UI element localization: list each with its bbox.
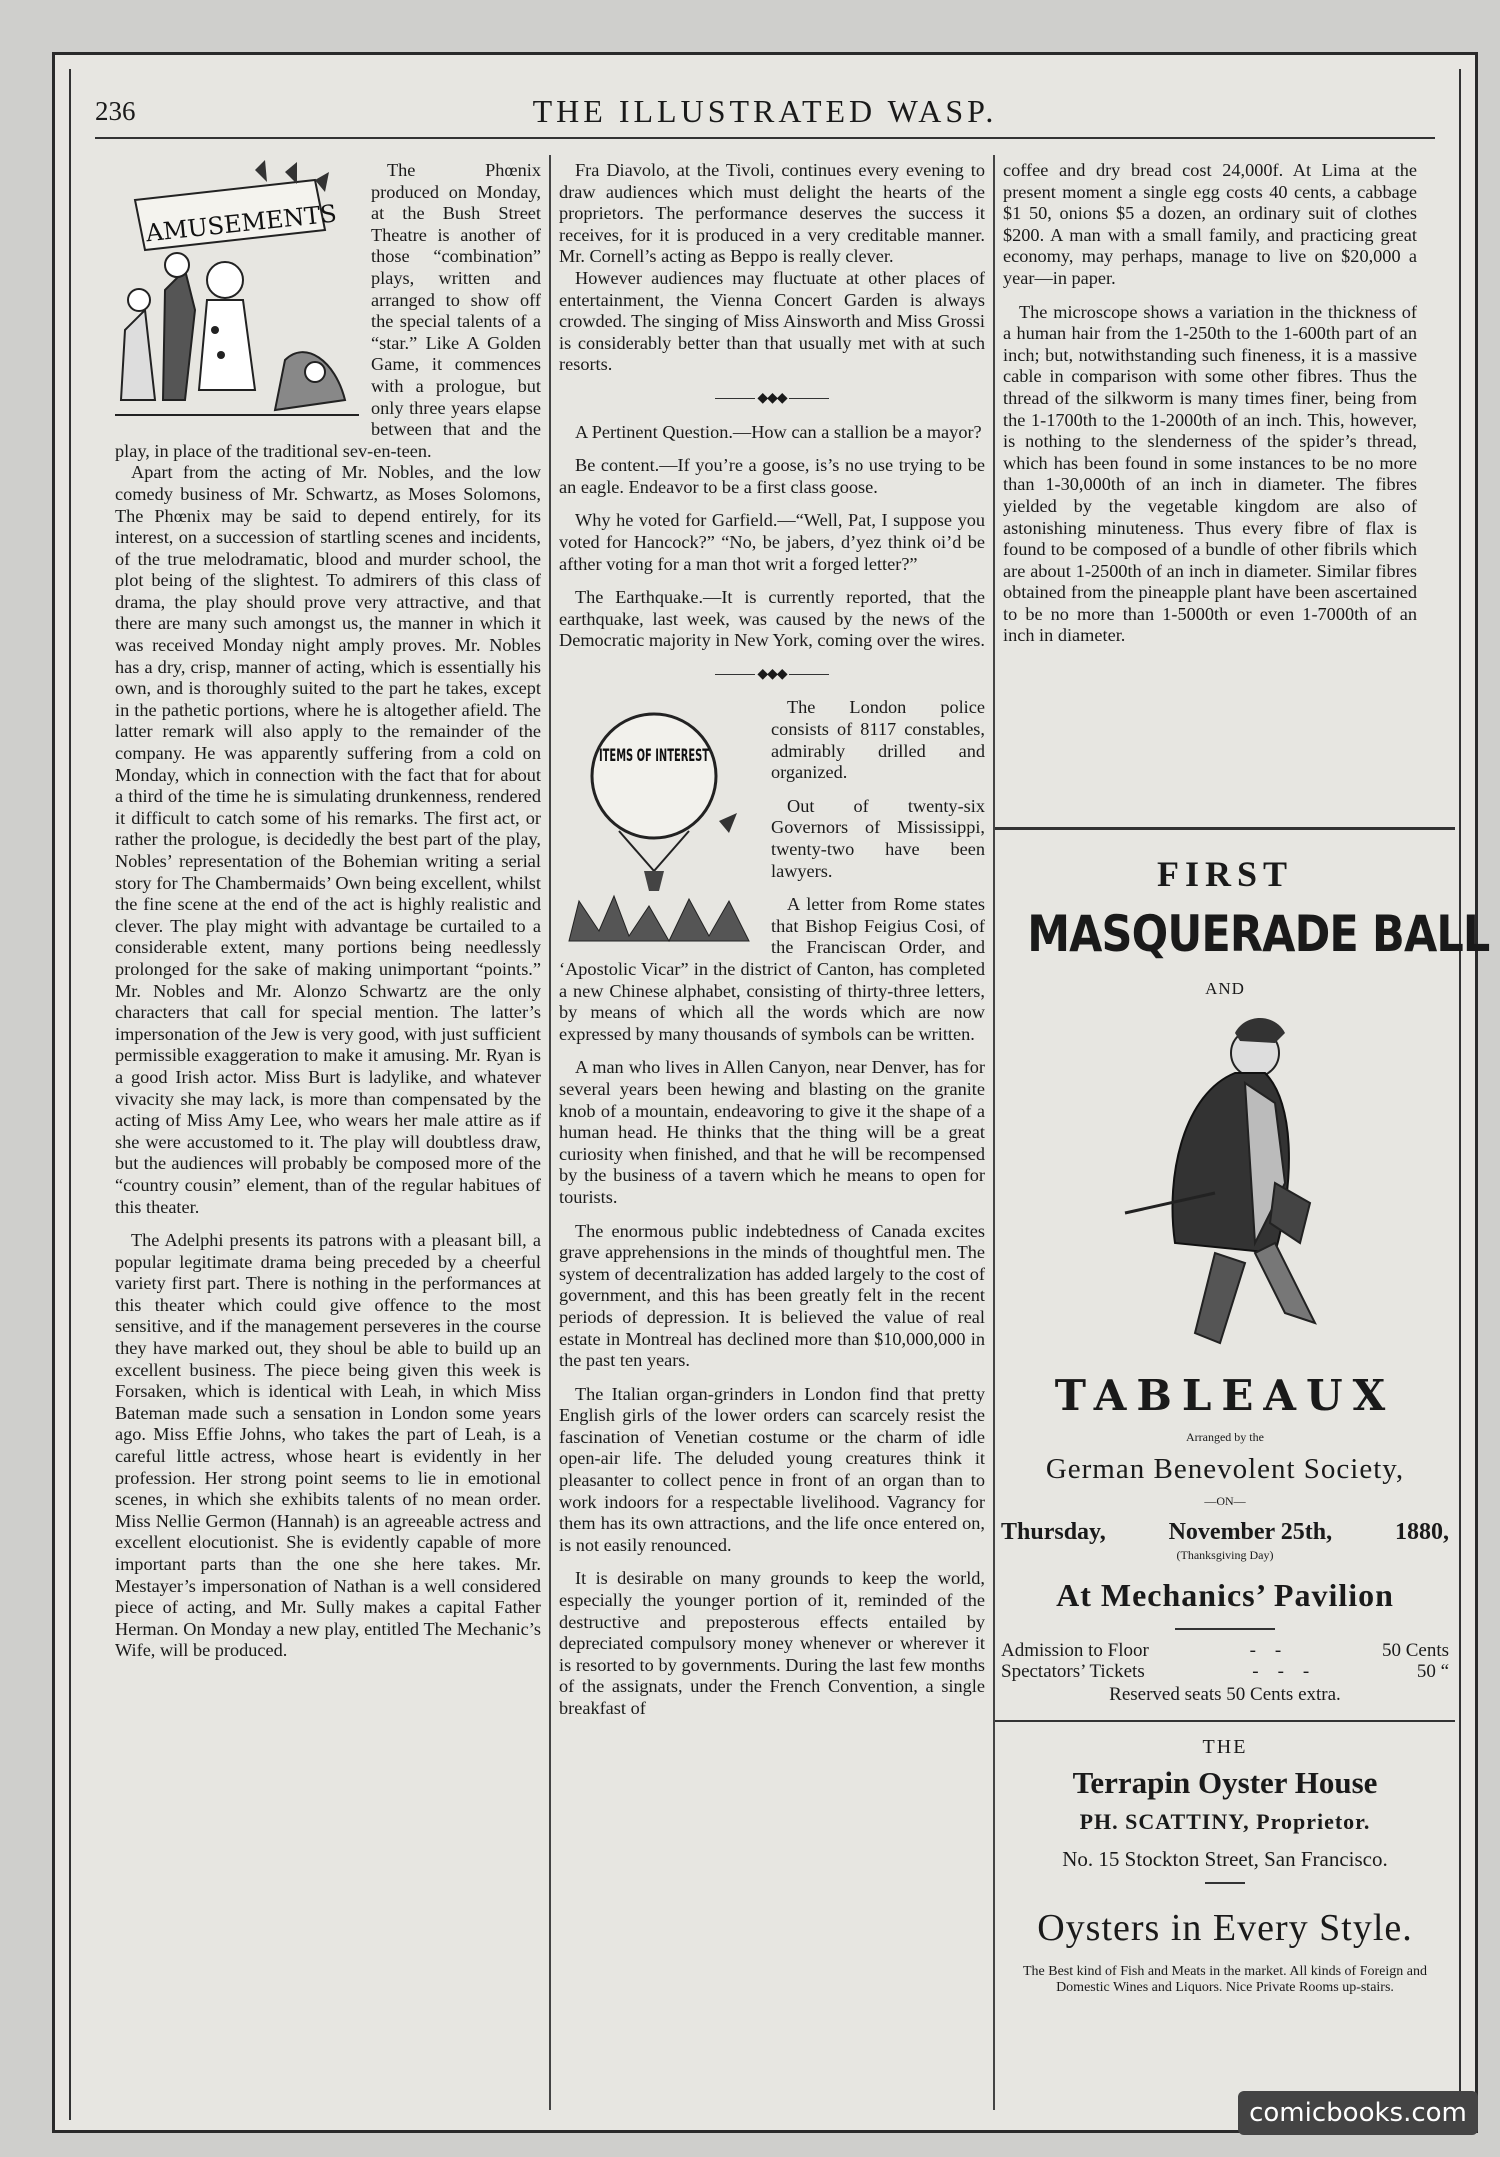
ad-first: FIRST bbox=[1156, 854, 1294, 894]
separator-ornament: ◆◆◆ bbox=[559, 664, 985, 686]
ad-divider bbox=[995, 1720, 1455, 1722]
admission-label: Admission to Floor bbox=[1001, 1640, 1149, 1661]
page-header bbox=[95, 85, 1435, 139]
ad-reserved-seats: Reserved seats 50 Cents extra. bbox=[1109, 1684, 1341, 1705]
ad-short-rule bbox=[1205, 1882, 1245, 1884]
ad-arranged-by: Arranged by the bbox=[1186, 1430, 1264, 1444]
watermark-logo: comicbooks.com bbox=[1238, 2091, 1478, 2135]
ad-tableaux: TABLEAUX bbox=[1054, 1371, 1396, 1420]
microscope-fibres: The microscope shows a variation in the thickness of a human hair from the 1-250th to the 1-600th part of an inch; but, notwithstanding such fineness, it is a massive cable in comparison with some other fibres. Thus the thread of the silkworm is many times finer, being from the 1-1700th to the 1-2000th of an inch. This, however, is nothing to the slenderness of the spider’s thread, which has been found in some instances to be no more than 1-30,000th of an inch in diameter. The fibres yielded by the vegetable kingdom are also of astonishing minuteness. Thus every fibre of flax is found to be composed of a bundle of other fibrils which are about 1-2500th of an inch in diameter. Similar fibres obtained from the pineapple plant have been ascertained to be no more than 1-5000th or even 1-7000th of an inch in diameter. bbox=[1003, 301, 1417, 646]
column-2 bbox=[559, 160, 985, 1720]
masquerade-figure-illustration bbox=[1125, 1013, 1325, 1363]
canada-debt: The enormous public indebtedness of Canada excites grave apprehensions in the minds of thoughtful men. The system of decentralization has added largely to the cost of government, and this has been greatly felt in the recent periods of depression. It is believed the value of real estate in Montreal has declined more than $10,000,000 in the past ten years. bbox=[559, 1220, 985, 1371]
ad-fine-print: The Best kind of Fish and Meats in the market. All kinds of Foreign and Domestic Wines and Liquors. Nice Private Rooms up-stairs. bbox=[1022, 1964, 1427, 1995]
earthquake-joke: The Earthquake.—It is currently reported, that the earthquake, last week, was caused by the news of the Democratic majority in New York, coming over the wires. bbox=[559, 587, 985, 651]
phoenix-review-cont: Apart from the acting of Mr. Nobles, and the low comedy business of Mr. Schwartz, as Moses Solomons, The Phœnix may be said to depend entirely, for its interest, on a succession of startling scenes and incidents, of the true melodramatic, blood and murder school, the plot being of the slightest. To admirers of this class of drama, the play should prove very attractive, and that there are many such amongst us, the manner in which it was received Monday night amply proves. Mr. Nobles has a dry, crisp, manner of acting, which is essentially his own, and is thoroughly suited to the part he takes, except in the pathetic portions, where he is altogether afield. The latter remark will also apply to the remainder of the company. He was apparently suffering from a cold on Monday, which in connection with the fact that for about a third of the time he is simulating drunkenness, rendered it difficult to catch some of his remarks. The first act, or rather the prologue, is decidedly the best part of the play, Nobles’ representation of the Bohemian writing a serial story for The Chambermaids’ Own being excellent, whilst the fine scene at the end of the act is highly realistic and clever. The play might with advantage be curtailed to a considerable extent, many portions being needlessly prolonged for the sake of making unimportant “points.” Mr. Nobles and Mr. Alonzo Schwartz are the only characters that call for special mention. The latter’s impersonation of the Jew is very good, with just sufficient permissible exaggeration to make it amusing. Mr. Ryan is a good Irish actor. Miss Burt is ladylike, and whatever vivacity she may lack, is more than compensated by the acting of Miss Amy Lee, who wears her male attire as if she were accustomed to it. The play will doubtless draw, but the audiences will probably be composed more of the “country cousin” element, than of the regular habitues of this theater. bbox=[115, 462, 541, 1217]
ad-the: THE bbox=[1202, 1736, 1248, 1758]
ad-short-rule bbox=[1175, 1628, 1275, 1630]
tivoli-note: Fra Diavolo, at the Tivoli, continues every evening to draw audiences which must delight the hearts of the proprietors. The performance deserves the success it receives, for it is produced in a very creditable manner. Mr. Cornell’s acting as Beppo is really clever. bbox=[559, 160, 985, 267]
depreciated-money: It is desirable on many grounds to keep the world, especially the younger portion of it, reminded of the destructive and preposterous effects entailed by depreciated compulsory money whenever or wherever it is resorted to by governments. During the last few months of the assignats, under the French Convention, a single breakfast of bbox=[559, 1568, 985, 1718]
spectators-price: 50 “ bbox=[1416, 1661, 1449, 1682]
ad-thanksgiving: (Thanksgiving Day) bbox=[1176, 1548, 1274, 1562]
page-number: 236 bbox=[95, 95, 136, 126]
spectators-label: Spectators’ Tickets bbox=[1001, 1661, 1145, 1682]
ad-date-day: Thursday, bbox=[1001, 1519, 1106, 1545]
be-content: Be content.—If you’re a goose, is’s no use trying to be an eagle. Endeavor to be a first class goose. bbox=[559, 455, 985, 497]
chinese-alphabet: A letter from Rome states that Bishop Feigius Cosi, of the Franciscan Order, and ‘Apostolic Vicar” in the district of Canton, has completed a new Chinese alphabet, consisting of thirty-three letters, by means of which all the words which are now expressed by many thousands of symbols can be written. bbox=[559, 894, 985, 1044]
ad-society: German Benevolent Society, bbox=[1045, 1453, 1405, 1485]
masquerade-advertisement bbox=[995, 831, 1490, 2131]
admission-price: 50 Cents bbox=[1381, 1640, 1449, 1661]
organ-grinders: The Italian organ-grinders in London find that pretty English girls of the lower orders can scarcely resist the fascination of Venetian costume or the charm of idle open-air life. The deluded young creatures think it pleasanter to collect pence in front of an organ than to work indoors for a respectable livelihood. Vagrancy for them has its own attractions, and the life once entered on, is not easily renounced. bbox=[559, 1383, 985, 1555]
amusements-sign-text: AMUSEMENTS bbox=[144, 199, 338, 248]
balloon-text: ITEMS OF INTEREST bbox=[599, 746, 710, 767]
garfield-joke: Why he voted for Garfield.—“Well, Pat, I suppose you voted for Hancock?” “No, be jabers, d’yez think oi’d be afther voting for a man thot writ a forged letter?” bbox=[559, 510, 985, 574]
london-police: The London police consists of 8117 constables, admirably drilled and organized. bbox=[771, 697, 985, 783]
ad-and: AND bbox=[1205, 979, 1245, 998]
ad-oysters-every-style: Oysters in Every Style. bbox=[1037, 1907, 1413, 1949]
pertinent-question: A Pertinent Question.—How can a stallion be a mayor? bbox=[575, 421, 982, 442]
column-1 bbox=[115, 160, 541, 1662]
column-rule-1 bbox=[549, 155, 551, 2110]
phoenix-review: The Phœnix produced on Monday, at the Bush Street Theatre is another of those “combination” plays, written and arranged to show off the special talents of a “star.” Like A Golden Game, it commences with a prologue, but only three years elapse between that and the play, in place of the traditional sev-en-teen. bbox=[115, 160, 541, 461]
amusements-illustration bbox=[115, 160, 359, 430]
advertisement-rule bbox=[995, 827, 1455, 830]
ad-on: —ON— bbox=[1204, 1494, 1246, 1508]
allen-canyon: A man who lives in Allen Canyon, near Denver, has for several years been hewing and blasting on the granite knob of a mountain, endeavoring to give it the shape of a human head. He thinks that the thing will be a great curiosity when finished, and that he will be recompensed by the business of a tavern which he means to open for tourists. bbox=[559, 1057, 985, 1207]
ad-date bbox=[995, 1519, 1455, 1546]
column-3 bbox=[1003, 160, 1417, 647]
ad-venue: At Mechanics’ Pavilion bbox=[1056, 1577, 1394, 1613]
ad-price-list: Admission to Floor - - 50 Cents Spectators’ Tickets - - - 50 “ bbox=[1001, 1640, 1449, 1682]
lima-prices: coffee and dry bread cost 24,000f. At Lima at the present moment a single egg costs 40 cents, a cabbage $1 50, onions $5 a dozen, an ordinary suit of clothes $200. A man with a small family, and practicing great economy, may perhaps, manage to live on $20,000 a year—in paper. bbox=[1003, 160, 1417, 288]
ad-masquerade-ball: MASQUERADE BALL bbox=[1027, 905, 1490, 963]
ad-address: No. 15 Stockton Street, San Francisco. bbox=[1062, 1847, 1388, 1871]
separator-ornament: ◆◆◆ bbox=[559, 388, 985, 410]
ad-date-month: November 25th, bbox=[1168, 1519, 1333, 1545]
items-of-interest-illustration bbox=[559, 701, 759, 941]
publication-title: THE ILLUSTRATED WASP. bbox=[532, 92, 998, 129]
ad-proprietor: PH. SCATTINY, Proprietor. bbox=[1079, 1809, 1371, 1834]
newspaper-page bbox=[52, 52, 1490, 2133]
ad-terrapin-oyster-house: Terrapin Oyster House bbox=[1072, 1765, 1378, 1800]
ad-date-year: 1880, bbox=[1394, 1519, 1449, 1545]
adelphi-review: The Adelphi presents its patrons with a pleasant bill, a popular legitimate drama being preceded by a cheerful variety first part. There is nothing in the performances at this theater which could give offence to the most sensitive, and if the management perseveres in the course they have marked out, they shoul be able to build up an excellent business. The piece being given this week is Forsaken, which is identical with Leah, in which Miss Bateman made such a sensation in London some years ago. Miss Effie Johns, who takes the part of Leah, is a careful little actress, whose heart is evidently in her profession. Her strong point seems to lie in emotional scenes, in which she exhibits talents of no mean order. Miss Nellie Germon (Hannah) is an agreeable actress and excellent elocutionist. She is evidently capable of more important parts than the one she here takes. Mr. Mestayer’s impersonation of Nathan is a well considered piece of acting, and Mr. Sully makes a capital Father Herman. On Monday a new play, entitled The Mechanic’s Wife, will be produced. bbox=[115, 1230, 541, 1661]
vienna-note: However audiences may fluctuate at other places of entertainment, the Vienna Concert Garden is always crowded. The singing of Miss Ainsworth and Miss Grossi is considerably better than that usually met with at such resorts. bbox=[559, 267, 985, 375]
mississippi-governors: Out of twenty-six Governors of Mississippi, twenty-two have been lawyers. bbox=[771, 795, 985, 881]
